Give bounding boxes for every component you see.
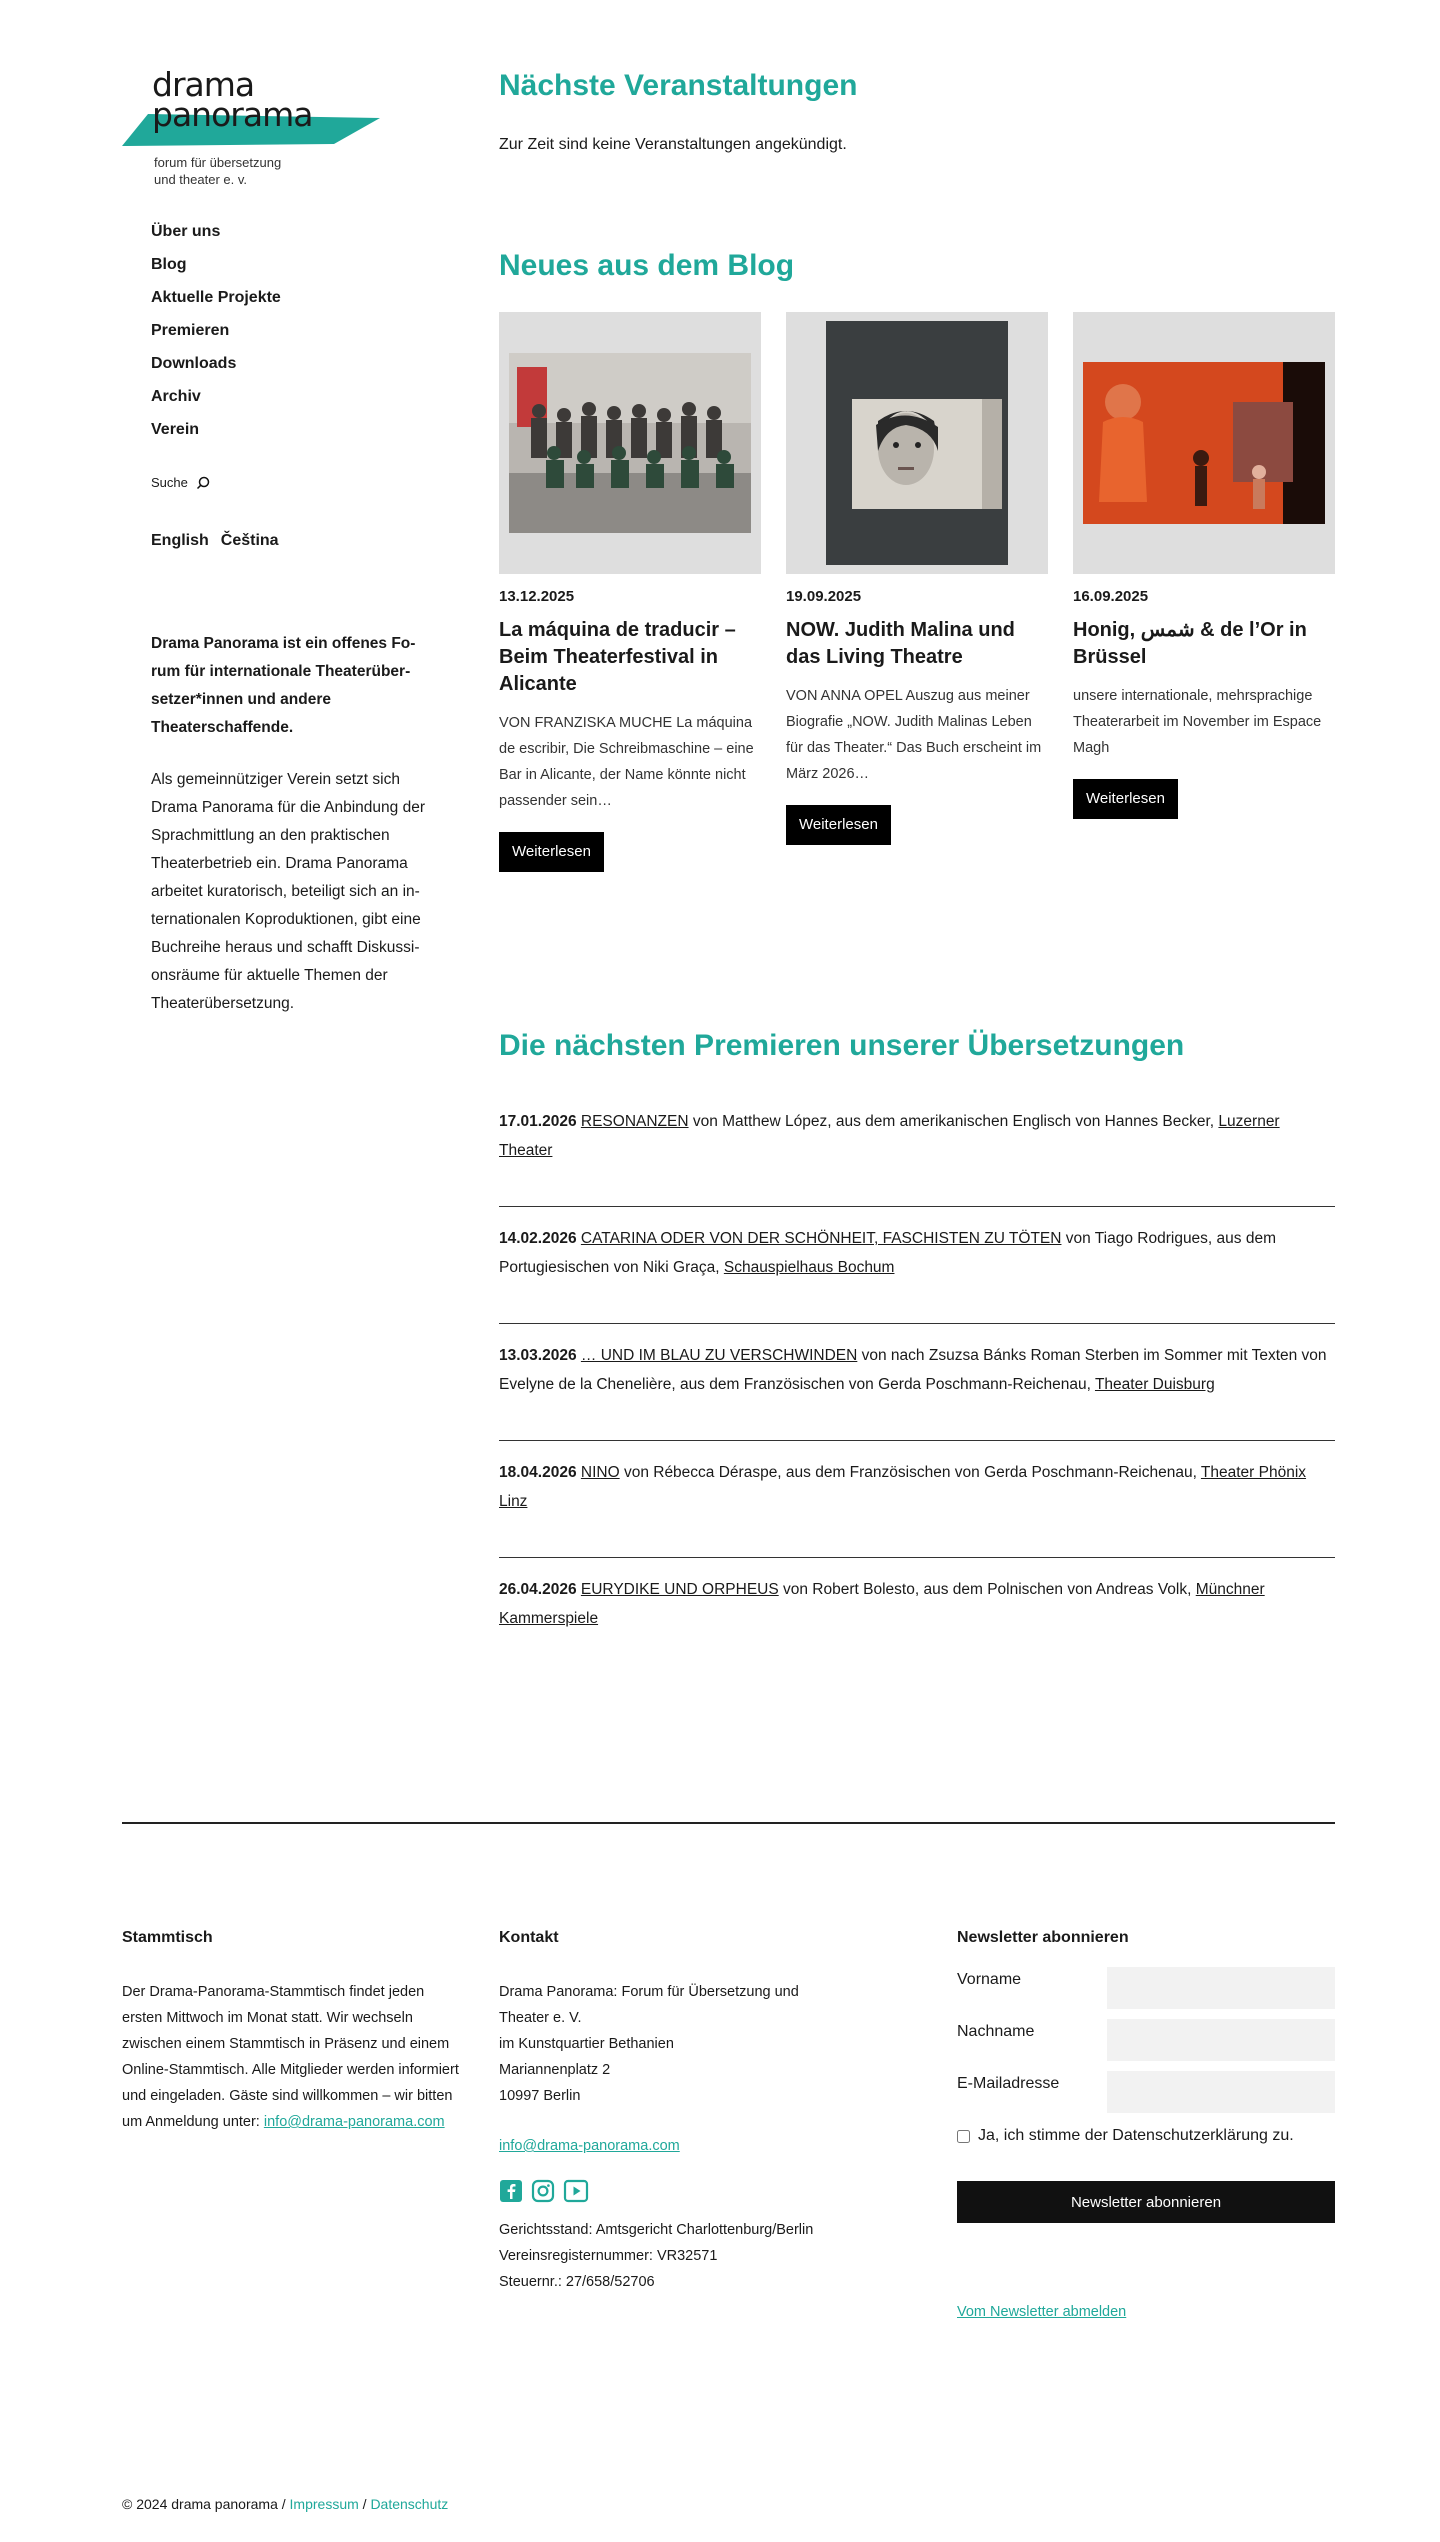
language-switcher [151, 532, 279, 550]
blog-title[interactable]: Honig, شمس & de l’Or in Brüssel [1073, 619, 1307, 668]
premiere-title-link[interactable]: NINO [580, 1464, 620, 1481]
stammtisch-email-link[interactable]: info@drama-panorama.com [263, 2114, 445, 2130]
blog-card [786, 312, 1048, 845]
read-more-button[interactable]: Weiterlesen [786, 805, 891, 845]
blog-date: 13.12.2025 [499, 588, 575, 605]
social-links [499, 2179, 879, 2203]
premiere-title-link[interactable]: CATARINA ODER VON DER SCHÖNHEIT, FASCHISTEN ZU TÖTEN [580, 1230, 1062, 1247]
nav-item-downloads[interactable]: Downloads [151, 355, 237, 372]
lang-english[interactable]: English [151, 532, 209, 549]
footer-kontakt [499, 1925, 879, 2295]
about-text [151, 630, 439, 1042]
facebook-icon[interactable] [499, 2179, 523, 2203]
premiere-date: 14.02.2026 [499, 1230, 577, 1247]
consent-row [957, 2123, 1335, 2149]
premiere-venue-link[interactable]: Schauspielhaus Bochum [723, 1259, 895, 1276]
blog-card [1073, 312, 1335, 819]
nav-item-aktuelle-projekte[interactable]: Aktuelle Projekte [151, 289, 281, 306]
blog-heading: Neues aus dem Blog [499, 249, 795, 282]
blog-card [499, 312, 761, 872]
footer-stammtisch [122, 1925, 462, 2135]
stammtisch-heading: Stammtisch [122, 1929, 213, 1946]
legal-line: Steuernr.: 27/658/52706 [499, 2274, 655, 2290]
search-label: Suche [151, 475, 188, 490]
datenschutz-link[interactable]: Datenschutz [370, 2496, 449, 2512]
search-toggle[interactable] [151, 475, 210, 490]
main-nav [151, 222, 281, 453]
consent-checkbox[interactable] [957, 2130, 970, 2143]
premiere-date: 18.04.2026 [499, 1464, 577, 1481]
copyright-separator: / [358, 2496, 371, 2512]
kontakt-heading: Kontakt [499, 1929, 559, 1946]
nav-item-blog[interactable]: Blog [151, 256, 187, 273]
last-name-input[interactable] [1107, 2019, 1335, 2061]
events-empty-text: Zur Zeit sind keine Veranstaltungen angekündigt. [499, 136, 847, 153]
logo-tagline-2: und theater e. v. [154, 172, 247, 187]
email-input[interactable] [1107, 2071, 1335, 2113]
address-line: 10997 Berlin [499, 2088, 581, 2104]
first-name-input[interactable] [1107, 1967, 1335, 2009]
kontakt-legal [499, 2217, 879, 2295]
stammtisch-text [122, 1979, 462, 2135]
last-name-row [957, 2019, 1335, 2061]
address-line: Theater e. V. [499, 2010, 582, 2026]
premiere-title-link[interactable]: EURYDIKE UND ORPHEUS [580, 1581, 779, 1598]
premiere-text: von Matthew López, aus dem amerikanischen Englisch von Hannes Becker, [688, 1113, 1219, 1130]
impressum-link[interactable]: Impressum [289, 2496, 359, 2512]
logo-word-drama: drama [152, 65, 255, 104]
premiere-title-link[interactable]: RESONANZEN [580, 1113, 689, 1130]
first-name-label: Vorname [957, 1971, 1022, 1988]
premiere-text: von nach Zsuzsa Bánks Roman Sterben im Sommer mit Texten von Evelyne de la Chenelière, aus dem Französischen von Gerda Poschmann-Reichenau, [499, 1347, 1327, 1393]
theatre-photo-image [1083, 362, 1325, 524]
premiere-text: von Tiago Rodrigues, aus dem Portugiesischen von Niki Graça, [499, 1230, 1276, 1276]
premiere-item [499, 1341, 1335, 1441]
stammtisch-body: Der Drama-Panorama-Stammtisch findet jeden ersten Mittwoch im Monat statt. Wir wechseln zwischen einem Stammtisch in Präsenz und einem Online-Stammtisch. Alle Mitglieder werden informiert und eingeladen. Gäste sind willkommen – wir bitten um Anmeldung unter: [122, 1984, 459, 2130]
blog-image-theatre[interactable] [1073, 312, 1335, 574]
blog-title[interactable]: NOW. Judith Malina und das Living Theatre [786, 619, 1015, 668]
footer-newsletter [957, 1925, 1335, 2325]
premiere-venue-link[interactable]: Luzerner Theater [499, 1113, 1280, 1159]
premiere-title-link[interactable]: … UND IM BLAU ZU VERSCHWINDEN [580, 1347, 858, 1364]
copyright [122, 2496, 448, 2512]
premiere-item [499, 1224, 1335, 1324]
logo-tagline-1: forum für übersetzung [154, 155, 282, 170]
kontakt-address [499, 1979, 879, 2109]
logo-word-panorama: panorama [152, 95, 313, 134]
email-label: E-Mailadresse [957, 2075, 1060, 2092]
premiere-date: 26.04.2026 [499, 1581, 577, 1598]
blog-excerpt: VON FRANZISKA MUCHE La máquina de escribir, Die Schreibmaschine – eine Bar in Alicante, der Name könnte nicht passender sein… [499, 715, 754, 809]
blog-image-book[interactable] [786, 312, 1048, 574]
blog-image-group-photo[interactable] [499, 312, 761, 574]
email-row [957, 2071, 1335, 2113]
blog-excerpt: VON ANNA OPEL Auszug aus meiner Biografie „NOW. Judith Malinas Leben für das Theater.“ Das Buch erscheint im März 2026… [786, 688, 1042, 782]
premiere-item [499, 1575, 1335, 1675]
youtube-icon[interactable] [563, 2179, 589, 2203]
copyright-text: © 2024 drama panorama / [122, 2496, 290, 2512]
book-photo-image [826, 321, 1008, 565]
blog-date: 19.09.2025 [786, 588, 862, 605]
blog-excerpt: unsere internationale, mehrsprachige Theaterarbeit im November im Espace Magh [1073, 688, 1322, 756]
legal-line: Vereinsregisternummer: VR32571 [499, 2248, 718, 2264]
about-lead: Drama Panorama ist ein offenes Forum für internationale Theaterübersetzer*innen und andere Theaterschaffende. [151, 635, 416, 736]
premiere-text: von Rébecca Déraspe, aus dem Französischen von Gerda Poschmann-Reichenau, [619, 1464, 1201, 1481]
consent-label: Ja, ich stimme der Datenschutzerklärung zu. [978, 2127, 1294, 2144]
site-logo[interactable] [122, 62, 384, 194]
address-line: Mariannenplatz 2 [499, 2062, 611, 2078]
premiere-item [499, 1458, 1335, 1558]
premiere-venue-link[interactable]: Theater Duisburg [1094, 1376, 1215, 1393]
nav-item-verein[interactable]: Verein [151, 421, 200, 438]
nav-item-premieren[interactable]: Premieren [151, 322, 230, 339]
legal-line: Gerichtsstand: Amtsgericht Charlottenburg/Berlin [499, 2222, 814, 2238]
blog-date: 16.09.2025 [1073, 588, 1149, 605]
address-line: im Kunstquartier Bethanien [499, 2036, 674, 2052]
premiere-venue-link[interactable]: Münchner Kammerspiele [499, 1581, 1265, 1627]
premieres-heading: Die nächsten Premieren unserer Übersetzungen [499, 1029, 1185, 1062]
lang-czech[interactable]: Čeština [220, 532, 279, 549]
read-more-button[interactable]: Weiterlesen [499, 832, 604, 872]
nav-item-ueber-uns[interactable]: Über uns [151, 223, 221, 240]
logo-tagline [154, 154, 281, 188]
footer-divider [122, 1822, 1335, 1824]
address-line: Drama Panorama: Forum für Übersetzung und [499, 1984, 799, 2000]
events-heading: Nächste Veranstaltungen [499, 69, 858, 102]
last-name-label: Nachname [957, 2023, 1035, 2040]
premiere-venue-link[interactable]: Theater Phönix Linz [499, 1464, 1307, 1510]
first-name-row [957, 1967, 1335, 2009]
instagram-icon[interactable] [531, 2179, 555, 2203]
search-icon [196, 476, 210, 490]
newsletter-subscribe-button[interactable]: Newsletter abonnieren [957, 2181, 1335, 2223]
about-body: Als gemeinnütziger Verein setzt sich Drama Panorama für die Anbindung der Sprachmittlung an den praktischen Theaterbetrieb ein. Drama Panorama arbeitet kuratorisch, beteiligt sich an internationalen Koproduktionen, gibt eine Buchreihe heraus und schafft Diskussionsräume für aktuelle Themen der Theaterübersetzung. [151, 771, 425, 1012]
premiere-date: 17.01.2026 [499, 1113, 577, 1130]
kontakt-email-link[interactable]: info@drama-panorama.com [499, 2138, 680, 2154]
premieres-list [499, 1107, 1335, 1692]
blog-title[interactable]: La máquina de traducir – Beim Theaterfestival in Alicante [499, 619, 736, 695]
premiere-item [499, 1107, 1335, 1207]
premiere-text: von Robert Bolesto, aus dem Polnischen von Andreas Volk, [778, 1581, 1196, 1598]
read-more-button[interactable]: Weiterlesen [1073, 779, 1178, 819]
nav-item-archiv[interactable]: Archiv [151, 388, 201, 405]
newsletter-heading: Newsletter abonnieren [957, 1929, 1129, 1946]
newsletter-unsubscribe-link[interactable]: Vom Newsletter abmelden [957, 2304, 1127, 2320]
premiere-date: 13.03.2026 [499, 1347, 577, 1364]
group-photo-image [509, 353, 751, 533]
